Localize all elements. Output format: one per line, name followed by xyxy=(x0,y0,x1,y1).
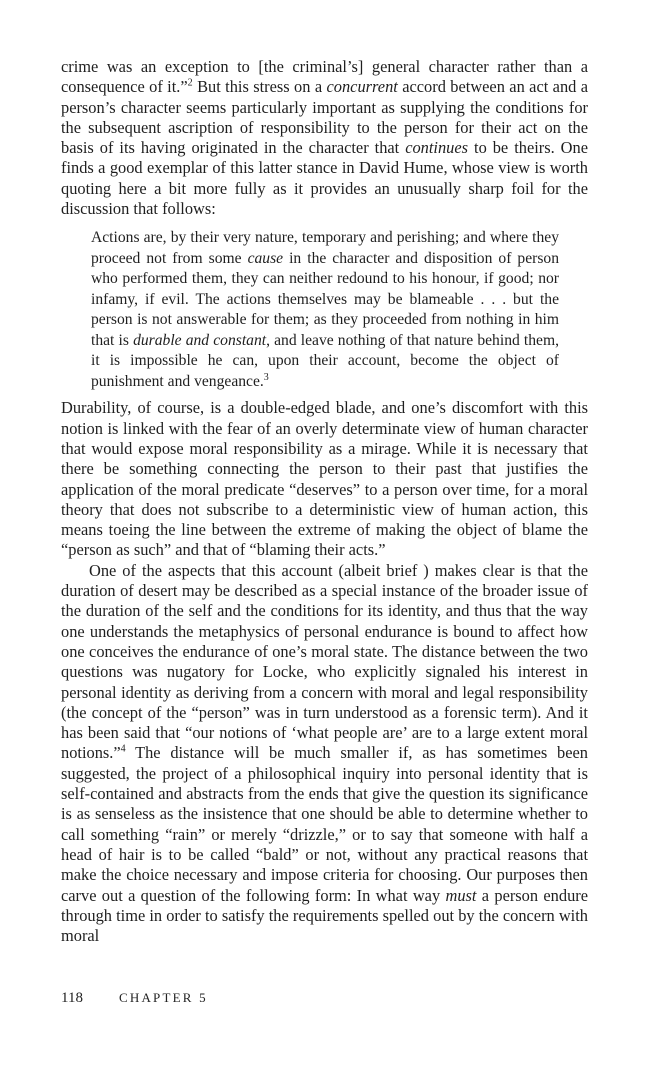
block-quote-hume xyxy=(91,228,559,392)
emphasis: concurrent xyxy=(326,77,398,97)
page-number: 118 xyxy=(61,990,83,1006)
text-run: , and leave nothing of that nature behind them, it is impossible he can, upon their account, become the object of punishment and vengeance. xyxy=(91,331,559,390)
footnote-marker-2: 2 xyxy=(187,77,193,89)
text-run: in the character and disposition of person who performed them, they can neither redound to his honour, if good; nor infamy, if evil. The actions themselves may be blameable . . . but the person is not answerable for them; as they proceeded from nothing in him that is xyxy=(91,249,559,349)
footnote-marker-4: 4 xyxy=(120,743,126,755)
text-run: But this stress on a xyxy=(192,77,327,97)
text-run: accord between an act and a person’s character seems particularly important as supplying the conditions for the subsequent ascription of responsibility to the person for their act on the basis of its having originated in the character that xyxy=(61,77,589,158)
running-head: CHAPTER 5 xyxy=(119,990,208,1005)
emphasis: must xyxy=(445,885,477,905)
paragraph-1 xyxy=(61,57,588,219)
text-run: a person endure through time in order to satisfy the requirements spelled out by the concern with moral xyxy=(61,885,588,946)
text-run: Actions are, by their very nature, temporary and perishing; and where they proceed not from some xyxy=(91,229,559,267)
text-run: to be theirs. One finds a good exemplar of this latter stance in David Hume, whose view is worth quoting here a bit more fully as it provides an unusually sharp foil for the discussion that follows: xyxy=(61,138,588,219)
footnote-marker-3: 3 xyxy=(263,371,269,383)
text-run: crime was an exception to [the criminal’s] general character rather than a consequence of it.” xyxy=(61,57,588,97)
emphasis: durable and constant xyxy=(133,331,267,349)
text-run: The distance will be much smaller if, as has sometimes been suggested, the project of a philosophical inquiry into personal identity that is self-contained and abstracts from the ends that give the question its significance is as senseless as the insistence that one should be able to determine whether to call something “rain” or merely “drizzle,” or to say that someone with half a head of hair is to be called “bald” or not, without any practical reasons that make the choice necessary and impose criteria for choosing. Our purposes then carve out a question of the following form: In what way xyxy=(61,743,588,905)
page-footer xyxy=(61,990,208,1007)
text-run: One of the aspects that this account (albeit brief ) makes clear is that the duration of desert may be described as a special instance of the broader issue of the duration of the self and the conditions for its identity, and thus that the way one understands the metaphysics of personal endurance is bound to affect how one conceives the endurance of one’s moral state. The distance between the two questions was nugatory for Locke, who explicitly signaled his interest in personal identity as deriving from a concern with moral and legal responsibility (the concept of the “person” was in turn understood as a forensic term). And it has been said that “our notions of ‘what people are’ are to a large extent moral notions.” xyxy=(61,560,588,763)
paragraph-3 xyxy=(61,561,588,947)
paragraph-2: Durability, of course, is a double-edged blade, and one’s discomfort with this notion is linked with the fear of an overly determinate view of human character that would expose moral responsibility as a mirage. While it is necessary that there be something connecting the person to their past that justifies the application of the moral predicate “deserves” to a person over time, for a moral theory that does not subscribe to a deterministic view of human action, this means toeing the line between the extreme of making the object of blame the “person as such” and that of “blaming their acts.” xyxy=(61,398,588,560)
page-body xyxy=(61,57,588,946)
emphasis: cause xyxy=(247,249,284,267)
emphasis: continues xyxy=(405,138,469,158)
